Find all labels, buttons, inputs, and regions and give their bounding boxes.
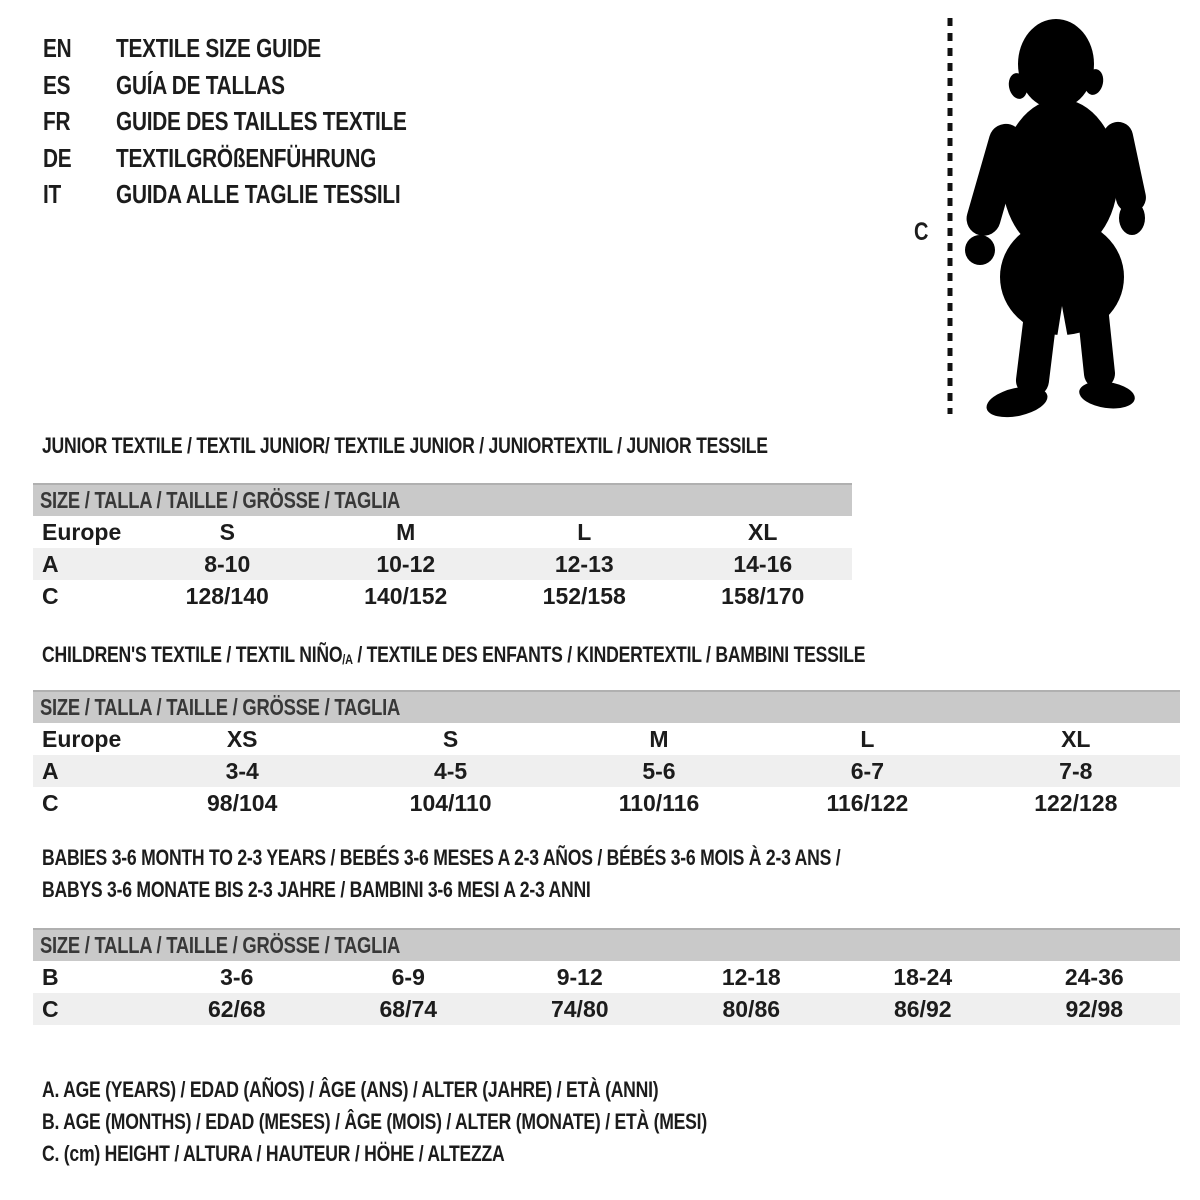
children-row-europe bbox=[33, 723, 1180, 755]
babies-row-months bbox=[33, 961, 1180, 993]
toddler-silhouette-figure bbox=[940, 12, 1170, 418]
guide-title-de: TEXTILGRÖßENFÜHRUNG bbox=[116, 142, 377, 173]
guide-title-en: TEXTILE SIZE GUIDE bbox=[116, 33, 321, 63]
language-row-de bbox=[43, 140, 479, 177]
height-cell: 104/110 bbox=[409, 789, 492, 816]
height-cell: 68/74 bbox=[379, 995, 438, 1022]
age-cell: 3-6 bbox=[220, 963, 254, 990]
size-cell: M bbox=[396, 518, 416, 545]
legend-text: C. (cm) HEIGHT / ALTURA / HAUTEUR / HÖHE / ALTEZZA bbox=[42, 1141, 505, 1166]
age-cell: 24-36 bbox=[1064, 963, 1124, 990]
legend-line-age-months bbox=[42, 1106, 873, 1138]
row-label: Europe bbox=[42, 725, 122, 752]
children-size-table bbox=[33, 690, 1180, 819]
row-label: A bbox=[42, 757, 59, 784]
children-heading-sub: /A bbox=[342, 652, 353, 668]
language-code: ES bbox=[43, 69, 71, 100]
children-heading-part1: CHILDREN'S TEXTILE / TEXTIL NIÑO bbox=[42, 642, 343, 667]
age-cell: 12-18 bbox=[721, 963, 781, 990]
size-cell: XL bbox=[1061, 725, 1091, 752]
age-cell: 6-9 bbox=[391, 963, 425, 990]
age-cell: 18-24 bbox=[893, 963, 953, 990]
height-cell: 98/104 bbox=[207, 789, 278, 816]
guide-title-it: GUIDA ALLE TAGLIE TESSILI bbox=[116, 179, 401, 209]
junior-size-header-bar bbox=[33, 483, 852, 516]
height-cell: 152/158 bbox=[542, 582, 626, 609]
size-cell: S bbox=[219, 518, 235, 545]
row-label: C bbox=[42, 582, 59, 609]
age-cell: 3-4 bbox=[225, 757, 259, 784]
height-cell: 158/170 bbox=[721, 582, 805, 609]
junior-row-age bbox=[33, 548, 852, 580]
age-cell: 9-12 bbox=[556, 963, 603, 990]
height-cell: 140/152 bbox=[364, 582, 448, 609]
legend-block bbox=[42, 1074, 873, 1170]
size-cell: XS bbox=[226, 725, 258, 752]
children-heading-part2: / TEXTILE DES ENFANTS / KINDERTEXTIL / BAMBINI TESSILE bbox=[352, 642, 866, 667]
babies-heading-line2: BABYS 3-6 MONATE BIS 2-3 JAHRE / BAMBINI 3-6 MESI A 2-3 ANNI bbox=[42, 877, 591, 902]
junior-section-heading-text: JUNIOR TEXTILE / TEXTIL JUNIOR/ TEXTILE JUNIOR / JUNIORTEXTIL / JUNIOR TESSILE bbox=[42, 433, 768, 458]
babies-heading-line1: BABIES 3-6 MONTH TO 2-3 YEARS / BEBÉS 3-6 MESES A 2-3 AÑOS / BÉBÉS 3-6 MOIS À 2-3 ANS / bbox=[42, 845, 841, 870]
children-section-heading bbox=[42, 642, 1071, 671]
height-cell: 110/116 bbox=[618, 789, 700, 816]
language-row-fr bbox=[43, 103, 479, 140]
junior-row-europe bbox=[33, 516, 852, 548]
legend-text: B. AGE (MONTHS) / EDAD (MESES) / ÂGE (MOIS) / ALTER (MONATE) / ETÀ (MESI) bbox=[42, 1109, 707, 1134]
age-cell: 6-7 bbox=[850, 757, 885, 784]
height-cell: 122/128 bbox=[1034, 789, 1118, 816]
babies-size-header-bar bbox=[33, 928, 1180, 961]
legend-text: A. AGE (YEARS) / EDAD (AÑOS) / ÂGE (ANS) / ALTER (JAHRE) / ETÀ (ANNI) bbox=[42, 1077, 659, 1102]
height-cell: 74/80 bbox=[550, 995, 609, 1022]
babies-row-height bbox=[33, 993, 1180, 1025]
age-cell: 10-12 bbox=[376, 550, 436, 577]
age-cell: 14-16 bbox=[733, 550, 793, 577]
height-cell: 92/98 bbox=[1065, 995, 1124, 1022]
size-cell: L bbox=[577, 518, 592, 545]
children-row-age bbox=[33, 755, 1180, 787]
height-measure-label: C bbox=[914, 218, 929, 246]
age-cell: 4-5 bbox=[433, 757, 468, 784]
height-cell: 80/86 bbox=[722, 995, 781, 1022]
height-cell: 128/140 bbox=[185, 582, 269, 609]
language-code: FR bbox=[43, 106, 71, 136]
junior-row-height bbox=[33, 580, 852, 612]
language-code: EN bbox=[43, 33, 72, 63]
size-cell: L bbox=[860, 725, 875, 752]
size-cell: M bbox=[649, 725, 669, 752]
row-label: C bbox=[42, 789, 59, 816]
junior-size-table bbox=[33, 483, 852, 612]
size-header-label: SIZE / TALLA / TAILLE / GRÖSSE / TAGLIA bbox=[40, 694, 400, 720]
row-label: Europe bbox=[42, 518, 122, 545]
age-cell: 12-13 bbox=[554, 550, 614, 577]
children-size-header-bar bbox=[33, 690, 1180, 723]
legend-line-age-years bbox=[42, 1074, 873, 1106]
children-row-height bbox=[33, 787, 1180, 819]
babies-section-heading bbox=[42, 842, 1040, 906]
row-label: C bbox=[42, 995, 59, 1022]
height-cell: 116/122 bbox=[826, 789, 909, 816]
children-section-heading-text bbox=[42, 642, 865, 671]
guide-title-fr: GUIDE DES TAILLES TEXTILE bbox=[116, 106, 407, 136]
age-cell: 7-8 bbox=[1059, 757, 1093, 784]
age-cell: 8-10 bbox=[204, 550, 251, 577]
language-row-es bbox=[43, 67, 479, 104]
language-code: IT bbox=[43, 179, 62, 209]
height-cell: 86/92 bbox=[893, 995, 952, 1022]
size-cell: XL bbox=[748, 518, 778, 545]
size-header-label: SIZE / TALLA / TAILLE / GRÖSSE / TAGLIA bbox=[40, 932, 400, 958]
size-header-label: SIZE / TALLA / TAILLE / GRÖSSE / TAGLIA bbox=[40, 487, 400, 513]
row-label: A bbox=[42, 550, 59, 577]
row-label: B bbox=[42, 963, 59, 990]
language-code: DE bbox=[43, 142, 72, 173]
language-row-en bbox=[43, 30, 479, 67]
height-cell: 62/68 bbox=[207, 995, 266, 1022]
legend-line-height-cm bbox=[42, 1138, 873, 1170]
age-cell: 5-6 bbox=[642, 757, 676, 784]
babies-size-table bbox=[33, 928, 1180, 1025]
language-title-list bbox=[43, 30, 479, 213]
junior-section-heading bbox=[42, 433, 949, 459]
language-row-it bbox=[43, 176, 479, 213]
guide-title-es: GUÍA DE TALLAS bbox=[116, 69, 285, 100]
size-cell: S bbox=[442, 725, 459, 752]
toddler-silhouette-icon bbox=[963, 19, 1149, 418]
